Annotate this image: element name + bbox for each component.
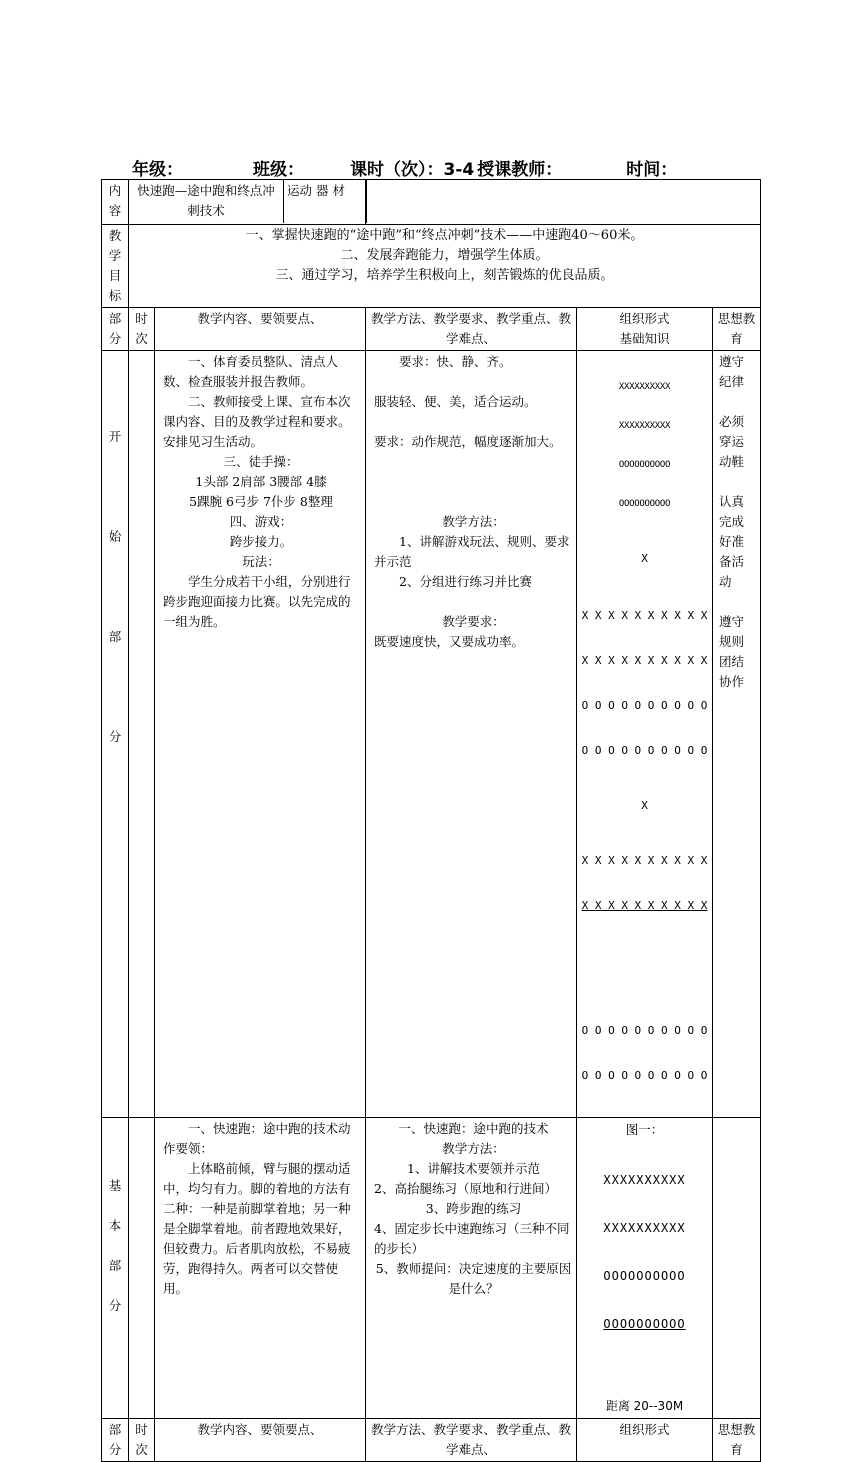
grade-blank [183,163,253,180]
basic-org [577,1118,713,1419]
teacher-mark-1: X [641,552,648,565]
start-content: 一、体育委员整队、清点人数、检查服装并报告教师。 二、教师接受上课、宣布本次课内容、目的及教学过程和要求。安排见习生活动。 三、徒手操： 1头部 2肩部 3腰部 4膝 5踝腕 6弓步 7仆步 8整理 四、游戏： 跨步接力。 玩法： 学生分成若干小组，分别进行跨步跑迎面接力比赛。以先完成的一组为胜。 [155,351,366,1118]
class-blank [304,163,350,180]
col-org-2: 组织形式 [577,1419,713,1462]
period-label: 课时（次）：3-4 [350,160,475,180]
column-header-row-2 [102,1419,761,1462]
equipment-label: 运动 器 材 [284,180,366,223]
content-row [102,180,761,225]
grade-label: 年级： [132,160,183,180]
basic-content: 一、快速跑：途中跑的技术动作要领： 上体略前倾，臂与腿的摆动适中，均匀有力。脚的着地的方法有二种：一种是前脚掌着地；另一种是全脚掌着地。前者蹬地效果好，但较费力。后者肌肉放松，不易疲劳，跑得持久。两者可以交替使用。 [155,1118,366,1419]
start-part-label: 开 始 部 分 [102,351,129,1118]
goals-cell [129,225,761,308]
goals-label: 教学目标 [102,225,129,308]
basic-method: 一、快速跑：途中跑的技术 教学方法： 1、讲解技术要领并示范 2、高抬腿练习（原地和行进间） 3、跨步跑的练习 4、固定步长中速跑练习（三种不同的步长） 5、教师提问：决定速度的主要原因是什么？ [366,1118,577,1419]
goal-item: 一、掌握快速跑的“途中跑”和“终点冲刺”技术——中速跑40～60米。 [245,228,644,243]
time-label: 时间： [626,160,678,180]
col-org [577,308,713,351]
goal-item: 二、发展奔跑能力，增强学生体质。 [340,248,549,263]
content-label: 内容 [102,180,129,225]
col-content-2: 教学内容、要领要点、 [155,1419,366,1462]
formation-block-1: XXXXXXXXXX XXXXXXXXXX OOOOOOOOOO OOOOOOOOOO [618,382,671,509]
distance-label: 距离 20--30M [605,1399,684,1413]
start-edu: 遵守纪律 必须穿运动鞋 认真完成好准备活动 遵守规则团结协作 [713,351,761,1118]
col-content: 教学内容、要领要点、 [155,308,366,351]
start-count [129,351,155,1118]
col-part: 部分 [102,308,129,351]
col-count: 时次 [129,308,155,351]
figure-label: 图一： [625,1122,664,1137]
formation-figure-1: XXXXXXXXXX XXXXXXXXXX OOOOOOOOOO OOOOOOOOOO [603,1173,686,1331]
start-method: 要求：快、静、齐。 服装轻、便、美，适合运动。 要求：动作规范，幅度逐渐加大。 教学方法： 1、讲解游戏玩法、规则、要求并示范 2、分组进行练习并比赛 教学要求： 既要速度快，又要成功率。 [366,351,577,1118]
col-org-title: 组织形式 [619,311,670,326]
class-label: 班级： [253,160,304,180]
basic-count [129,1118,155,1419]
col-method-2: 教学方法、教学要求、教学重点、教学难点、 [366,1419,577,1462]
teacher-label: 授课教师： [477,160,563,180]
col-part-2: 部分 [102,1419,129,1462]
lesson-header [132,155,752,180]
equipment-value [367,180,760,223]
col-method: 教学方法、教学要求、教学重点、教学难点、 [366,308,577,351]
formation-block-3: X X X X X X X X X X X X X X X X X X X X [581,854,708,912]
col-edu: 思想教育 [713,308,761,351]
teacher-mark-2: X [641,799,648,812]
col-edu-2: 思想教育 [713,1419,761,1462]
column-header-row [102,308,761,351]
goals-row [102,225,761,308]
formation-block-4: O O O O O O O O O O O O O O O O O O O O [581,1024,708,1082]
col-org-subtitle: 基础知识 [619,331,670,346]
col-count-2: 时次 [129,1419,155,1462]
start-section-row [102,351,761,1118]
basic-edu [713,1118,761,1419]
basic-part-label: 基 本 部 分 [102,1118,129,1419]
lesson-plan-table [101,179,761,1462]
goal-item: 三、通过学习，培养学生积极向上，刻苦锻炼的优良品质。 [275,268,614,283]
start-org [577,351,713,1118]
basic-section-row [102,1118,761,1419]
lesson-topic: 快速跑—途中跑和终点冲刺技术 [137,183,275,218]
formation-block-2: X X X X X X X X X X X X X X X X X X X X O O O O O O O O O O O O O O O O O O O O [581,609,708,757]
